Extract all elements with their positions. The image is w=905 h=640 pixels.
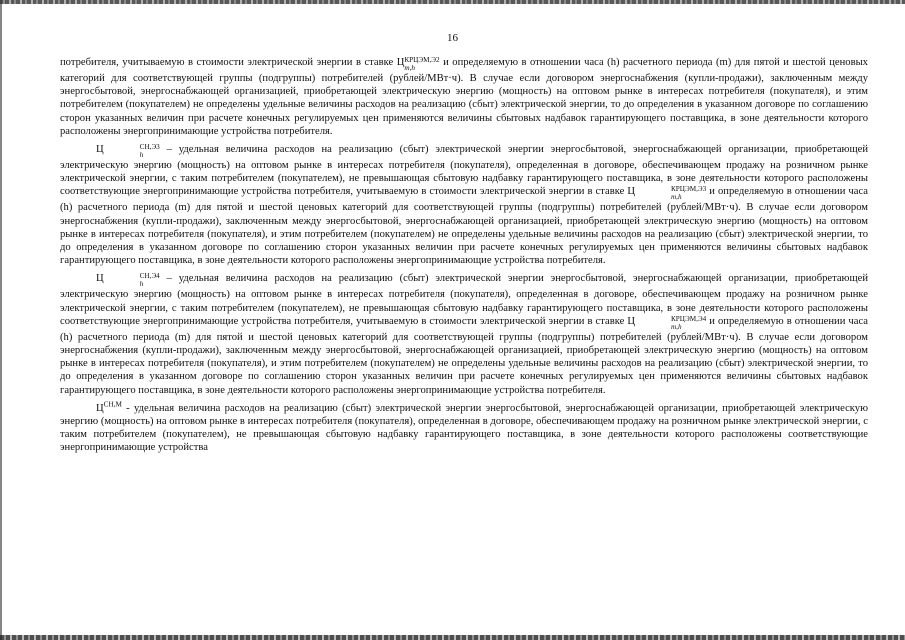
paragraph-1-pre: потребителя, учитываемую в стоимости электрической энергии в ставке bbox=[60, 57, 397, 68]
paragraph-4 bbox=[60, 402, 868, 455]
formula-symbol-krcem-e2: Ц КРЦЭМ,Э2 m,h bbox=[396, 56, 440, 72]
formula-symbol-krcem-e4: Ц КРЦЭМ,Э4 m,h bbox=[627, 314, 707, 331]
paragraph-2-post: и определяемую в отношении часа (h) расчетного периода (m) для пятой и шестой ценовых категорий для соответствующей группы (подгруппы) потребителей (рублей/МВт·ч). В случае если договором энергоснабжения (купли-продажи), заключенным между энергосбытовой, энергоснабжающей организацией, приобретающей электрическую энергию (мощность) на оптовом рынке в интересах потребителя (покупателя), и этим потребителем (покупателем) не определены удельные величины расходов на реализацию (сбыт) электрической энергии, то до определения в указанном договоре по соглашению сторон указанных величин при расчете конечных регулируемых цен применяются величины сбытовых надбавок гарантирующего поставщика, в зоне деятельности которого расположены энергопринимающие устройства потребителя. bbox=[60, 186, 868, 267]
paragraph-4-pre: - удельная величина расходов на реализацию (сбыт) электрической энергии энергосбытовой, энергоснабжающей организации, приобретающей электрическую энергию (мощность) на оптовом рынке в интересах потребителя (покупателя), определенная в договоре, обеспечивающем продажу на розничном рынке электрической энергии, с таким потребителем (покупателем), не превышающая сбытовую надбавку гарантирующего поставщика, в зоне деятельности которого расположены соответствующие энергопринимающие устройства bbox=[60, 402, 868, 454]
scan-edge-top bbox=[0, 0, 905, 4]
formula-symbol-krcem-e3: Ц КРЦЭМ,Э3 m,h bbox=[627, 185, 707, 202]
scan-edge-left bbox=[0, 0, 2, 640]
paragraph-3-post: и определяемую в отношении часа (h) расчетного периода (m) для пятой и шестой ценовых категорий для соответствующей группы (подгруппы) потребителей (рублей/МВт·ч). В случае если договором энергоснабжения (купли-продажи), заключенным между энергосбытовой, энергоснабжающей организацией, приобретающей электрическую энергию (мощность) на оптовом рынке в интересах потребителя (покупателя), и этим потребителем (покупателем) не определены удельные величины расходов на реализацию (сбыт) электрической энергии, то до определения в указанном договоре по соглашению сторон указанных величин при расчете конечных регулируемых цен применяются величины сбытовых надбавок гарантирующего поставщика, в зоне деятельности которого расположены энергопринимающие устройства потребителя. bbox=[60, 315, 868, 396]
paragraph-2 bbox=[60, 143, 868, 267]
body-text bbox=[60, 56, 868, 455]
formula-symbol-cn-m: $Ц^{СН,М}$ bbox=[96, 400, 122, 414]
paragraph-1-post: и определяемую в отношении часа (h) расчетного периода (m) для пятой и шестой ценовых категорий для соответствующей группы (подгруппы) потребителей (рублей/МВт·ч). В случае если договором энергоснабжения (купли-продажи), заключенным между энергосбытовой, энергоснабжающей организацией, приобретающей электрическую энергию (мощность) на оптовом рынке в интересах потребителя (покупателя), и этим потребителем (покупателем) не определены удельные величины расходов на реализацию (сбыт) электрической энергии, то до определения в указанном договоре по соглашению сторон указанных величин при расчете конечных регулируемых цен применяются величины сбытовых надбавок гарантирующего поставщика, в зоне деятельности которого расположены энергопринимающие устройства потребителя. bbox=[60, 57, 868, 137]
paragraph-2-pre: – удельная величина расходов на реализацию (сбыт) электрической энергии энергосбытовой, энергоснабжающей организации, приобретающей электрическую энергию (мощность) на оптовом рынке в интересах потребителя (покупателя), определенная в договоре, обеспечивающем продажу на розничном рынке электрической энергии, с таким потребителем (покупателем), не превышающая сбытовую надбавку гарантирующего поставщика, в зоне деятельности которого расположены соответствующие энергопринимающие устройства потребителя, учитываемую в стоимости электрической энергии в ставке bbox=[60, 144, 868, 198]
scan-edge-bottom bbox=[0, 635, 905, 640]
page-number: 16 bbox=[447, 32, 458, 44]
paragraph-3-pre: – удельная величина расходов на реализацию (сбыт) электрической энергии энергосбытовой, энергоснабжающей организации, приобретающей электрическую энергию (мощность) на оптовом рынке в интересах потребителя (покупателя), определенная в договоре, обеспечивающем продажу на розничном рынке электрической энергии, с таким потребителем (покупателем), не превышающая сбытовую надбавку гарантирующего поставщика, в зоне деятельности которого расположены соответствующие энергопринимающие устройства потребителя, учитываемую в стоимости электрической энергии в ставке bbox=[60, 273, 868, 327]
formula-symbol-cn-e3: Ц СН,Э3 h bbox=[96, 143, 160, 160]
paragraph-3 bbox=[60, 272, 868, 396]
formula-symbol-cn-e4: Ц СН,Э4 h bbox=[96, 272, 160, 289]
paragraph-1 bbox=[60, 56, 868, 138]
